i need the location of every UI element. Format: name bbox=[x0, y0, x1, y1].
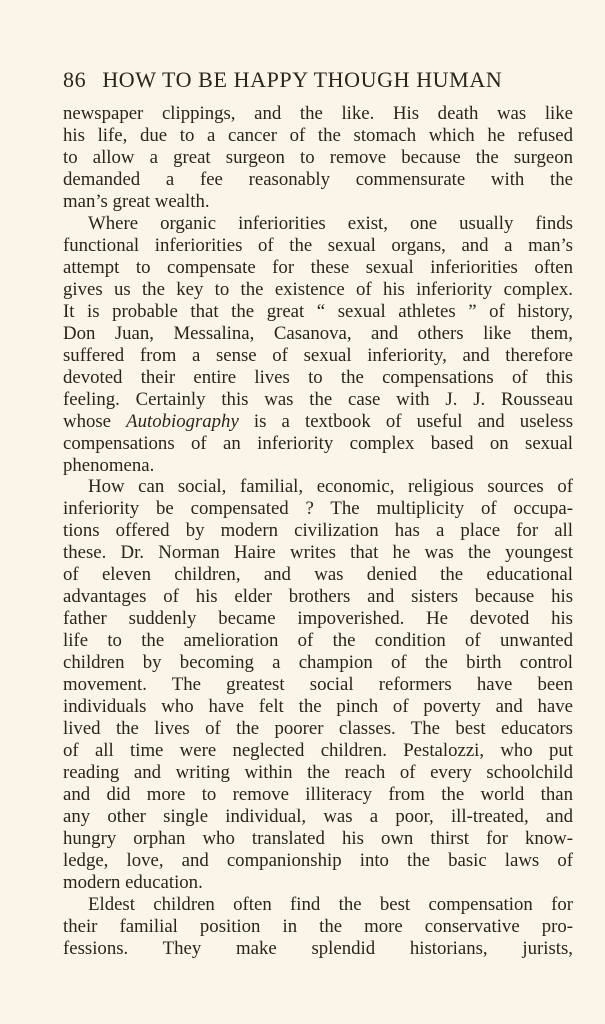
text-line-segment: whose bbox=[63, 410, 127, 432]
text-line: movement. The greatest social reformers have been bbox=[63, 674, 573, 696]
text-line: father suddenly became impoverished. He devoted his bbox=[63, 608, 573, 630]
text-line: advantages of his elder brothers and sisters because his bbox=[63, 586, 573, 608]
text-line: of eleven children, and was denied the educational bbox=[63, 564, 573, 586]
text-line: to allow a great surgeon to remove because the surgeon bbox=[63, 146, 573, 168]
text-line bbox=[63, 411, 573, 433]
text-line: gives us the key to the existence of his inferiority complex. bbox=[63, 278, 573, 300]
text-line: reading and writing within the reach of every schoolchild bbox=[63, 762, 573, 784]
text-line: their familial position in the more conservative pro- bbox=[63, 915, 573, 937]
text-line: attempt to compensate for these sexual inferiorities often bbox=[63, 256, 573, 278]
text-line: hungry orphan who translated his own thirst for know- bbox=[63, 827, 573, 849]
text-line: modern education. bbox=[63, 871, 203, 893]
text-line: lived the lives of the poorer classes. The best educators bbox=[63, 718, 573, 740]
text-line: It is probable that the great “ sexual athletes ” of history, bbox=[63, 300, 573, 322]
text-line: feeling. Certainly this was the case with J. J. Rousseau bbox=[63, 388, 573, 410]
text-line: fessions. They make splendid historians, jurists, bbox=[63, 937, 573, 959]
text-line: demanded a fee reasonably commensurate with the bbox=[63, 168, 573, 190]
text-line: children by becoming a champion of the birth control bbox=[63, 652, 573, 674]
body-text bbox=[63, 103, 573, 960]
text-line: How can social, familial, economic, religious sources of bbox=[88, 476, 573, 498]
text-line: life to the amelioration of the condition of unwanted bbox=[63, 630, 573, 652]
text-line: devoted their entire lives to the compensations of this bbox=[63, 366, 573, 388]
text-line: Eldest children often find the best compensation for bbox=[88, 893, 573, 915]
text-line: suffered from a sense of sexual inferiority, and therefore bbox=[63, 344, 573, 366]
text-line: of all time were neglected children. Pestalozzi, who put bbox=[63, 740, 573, 762]
text-line: these. Dr. Norman Haire writes that he was the youngest bbox=[63, 542, 573, 564]
text-line: his life, due to a cancer of the stomach which he refused bbox=[63, 124, 573, 146]
text-line: tions offered by modern civilization has a place for all bbox=[63, 520, 573, 542]
text-line: newspaper clippings, and the like. His death was like bbox=[63, 103, 573, 124]
text-line: compensations of an inferiority complex based on sexual bbox=[63, 432, 573, 454]
running-title: HOW TO BE HAPPY THOUGH HUMAN bbox=[102, 67, 503, 92]
text-line: any other single individual, was a poor, ill-treated, and bbox=[63, 806, 573, 827]
text-line: inferiority be compensated ? The multiplicity of occupa- bbox=[63, 498, 573, 520]
page-number: 86 bbox=[63, 67, 87, 92]
text-line: ledge, love, and companionship into the basic laws of bbox=[63, 849, 573, 871]
text-line: man’s great wealth. bbox=[63, 190, 210, 212]
text-line-segment: is a textbook of useful and useless bbox=[238, 410, 573, 432]
book-title-italic: Autobiography bbox=[126, 410, 239, 432]
text-line: and did more to remove illiteracy from the world than bbox=[63, 784, 573, 806]
running-head bbox=[63, 67, 571, 97]
text-line: individuals who have felt the pinch of poverty and have bbox=[63, 696, 573, 718]
text-line: Where organic inferiorities exist, one usually finds bbox=[88, 212, 573, 234]
text-line: functional inferiorities of the sexual organs, and a man’s bbox=[63, 234, 573, 256]
text-line: Don Juan, Messalina, Casanova, and others like them, bbox=[63, 322, 573, 344]
text-line: phenomena. bbox=[63, 454, 155, 476]
